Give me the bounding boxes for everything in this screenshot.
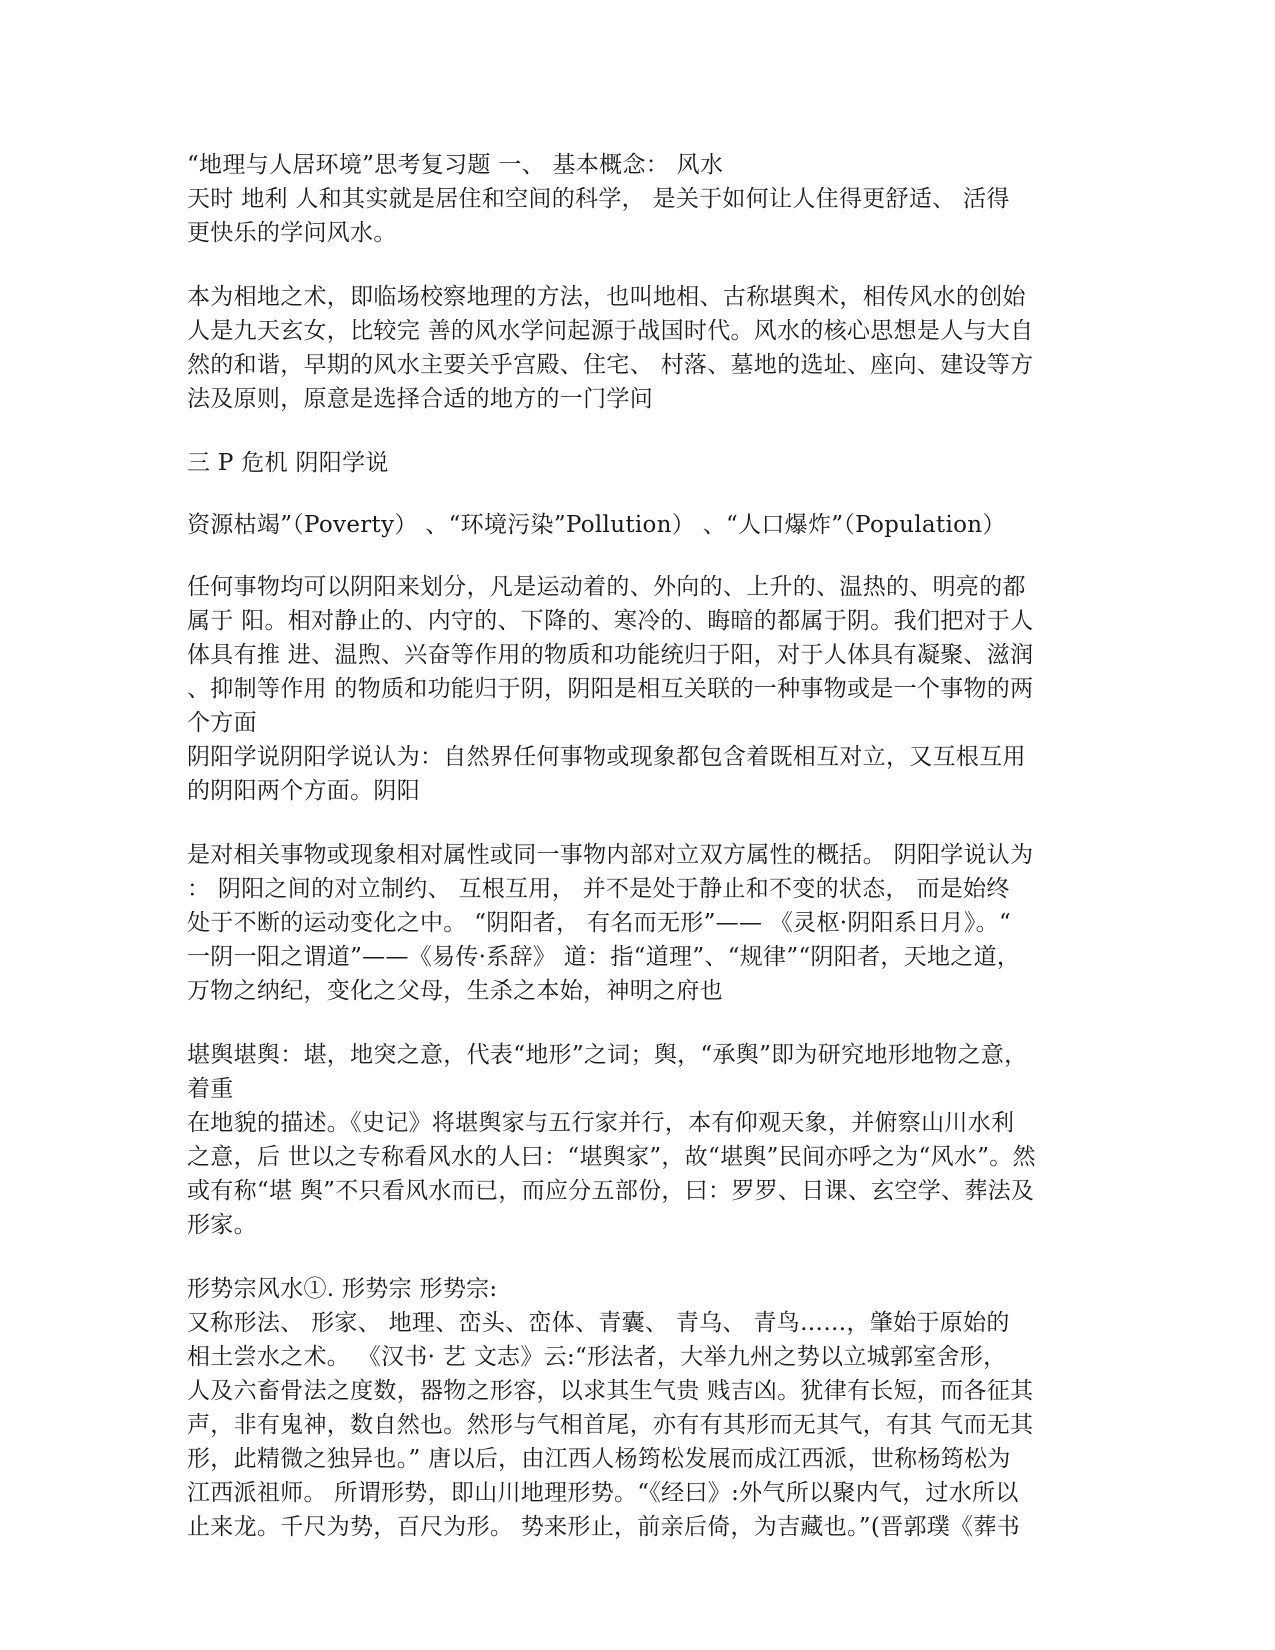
text-line: 是对相关事物或现象相对属性或同一事物内部对立双方属性的概括。 阴阳学说认为 <box>187 842 1034 868</box>
text-line: “地理与人居环境”思考复习题 一、 基本概念： 风水 <box>187 152 724 178</box>
text-line: 声，非有鬼神，数自然也。然形与气相首尾，亦有有其形而无其气，有其 气而无其 <box>187 1412 1034 1438</box>
text-line: 一阴一阳之谓道”——《易传·系辞》 道：指“道理”、“规律”“阴阳者，天地之道， <box>187 944 1021 970</box>
text-line: 更快乐的学问风水。 <box>187 220 397 246</box>
text-line: 着重 <box>187 1076 234 1102</box>
text-line: 相土尝水之术。 《汉书· 艺 文志》云:“形法者，大举九州之势以立城郭室舍形， <box>187 1344 1007 1370</box>
paragraph-yinyang-classification <box>187 570 1087 808</box>
text-line: 形家。 <box>187 1212 257 1238</box>
text-line: 止来龙。千尺为势，百尺为形。 势来形止，前亲后倚，为吉藏也。”(晋郭璞《葬书 <box>187 1514 1020 1540</box>
paragraph-three-p-heading <box>187 446 1087 480</box>
paragraph-fengshui-origin <box>187 280 1087 416</box>
paragraph-three-p-crisis <box>187 508 1087 542</box>
text-line: 江西派祖师。 所谓形势，即山川地理形势。“《经曰》:外气所以聚内气，过水所以 <box>187 1480 1019 1506</box>
text-line: 或有称“堪 舆”不只看风水而已，而应分五部份，曰：罗罗、日课、玄空学、葬法及 <box>187 1178 1035 1204</box>
text-line: 本为相地之术，即临场校察地理的方法，也叫地相、古称堪舆术，相传风水的创始 <box>187 284 1026 310</box>
text-line: 体具有推 进、温煦、兴奋等作用的物质和功能统归于阳，对于人体具有凝聚、滋润 <box>187 642 1034 668</box>
text-line: 阴阳学说阴阳学说认为：自然界任何事物或现象都包含着既相互对立，又互根互用 <box>187 744 1026 770</box>
text-line: 人及六畜骨法之度数，器物之形容，以求其生气贵 贱吉凶。犹律有长短，而各征其 <box>187 1378 1034 1404</box>
text-line: 法及原则，原意是选择合适的地方的一门学问 <box>187 386 653 412</box>
text-line: 任何事物均可以阴阳来划分，凡是运动着的、外向的、上升的、温热的、明亮的都 <box>187 574 1026 600</box>
text-line: 三 P 危机 阴阳学说 <box>187 450 389 476</box>
text-line: 在地貌的描述。《史记》将堪舆家与五行家并行，本有仰观天象，并俯察山川水利 <box>187 1110 1015 1136</box>
text-line: 形势宗风水①. 形势宗 形势宗: <box>187 1276 498 1302</box>
text-line: 资源枯竭”（Poverty） 、“环境污染”Pollution） 、“人口爆炸”（Population） <box>187 512 1006 538</box>
document-body <box>187 148 1087 1544</box>
text-line: 然的和谐，早期的风水主要关乎宫殿、住宅、 村落、墓地的选址、座向、建设等方 <box>187 352 1034 378</box>
text-line: 又称形法、 形家、 地理、峦头、峦体、青囊、 青乌、 青鸟……，肇始于原始的 <box>187 1310 1010 1336</box>
text-line: 之意，后 世以之专称看风水的人曰：“堪舆家”，故“堪舆”民间亦呼之为“风水”。然 <box>187 1144 1036 1170</box>
paragraph-definition-fengshui <box>187 148 1087 250</box>
text-line: 万物之纳纪，变化之父母，生杀之本始，神明之府也 <box>187 978 723 1004</box>
text-line: 天时 地利 人和其实就是居住和空间的科学， 是关于如何让人住得更舒适、 活得 <box>187 186 1010 212</box>
paragraph-yinyang-theory <box>187 838 1087 1008</box>
paragraph-xingshi-school <box>187 1272 1087 1544</box>
text-line: ： 阴阳之间的对立制约、 互根互用， 并不是处于静止和不变的状态， 而是始终 <box>187 876 1010 902</box>
paragraph-kanyu <box>187 1038 1087 1242</box>
text-line: 属于 阳。相对静止的、内守的、下降的、寒冷的、晦暗的都属于阴。我们把对于人 <box>187 608 1034 634</box>
text-line: 形，此精微之独异也。” 唐以后，由江西人杨筠松发展而成江西派，世称杨筠松为 <box>187 1446 1011 1472</box>
text-line: 处于不断的运动变化之中。 “阴阳者， 有名而无形”—— 《灵枢·阴阳系日月》。“ <box>187 910 1012 936</box>
text-line: 人是九天玄女，比较完 善的风水学问起源于战国时代。风水的核心思想是人与大自 <box>187 318 1034 344</box>
text-line: 个方面 <box>187 710 257 736</box>
text-line: 、抑制等作用 的物质和功能归于阴，阴阳是相互关联的一种事物或是一个事物的两 <box>187 676 1034 702</box>
text-line: 的阴阳两个方面。阴阳 <box>187 778 420 804</box>
text-line: 堪舆堪舆：堪，地突之意，代表“地形”之词；舆，“承舆”即为研究地形地物之意， <box>187 1042 1028 1068</box>
